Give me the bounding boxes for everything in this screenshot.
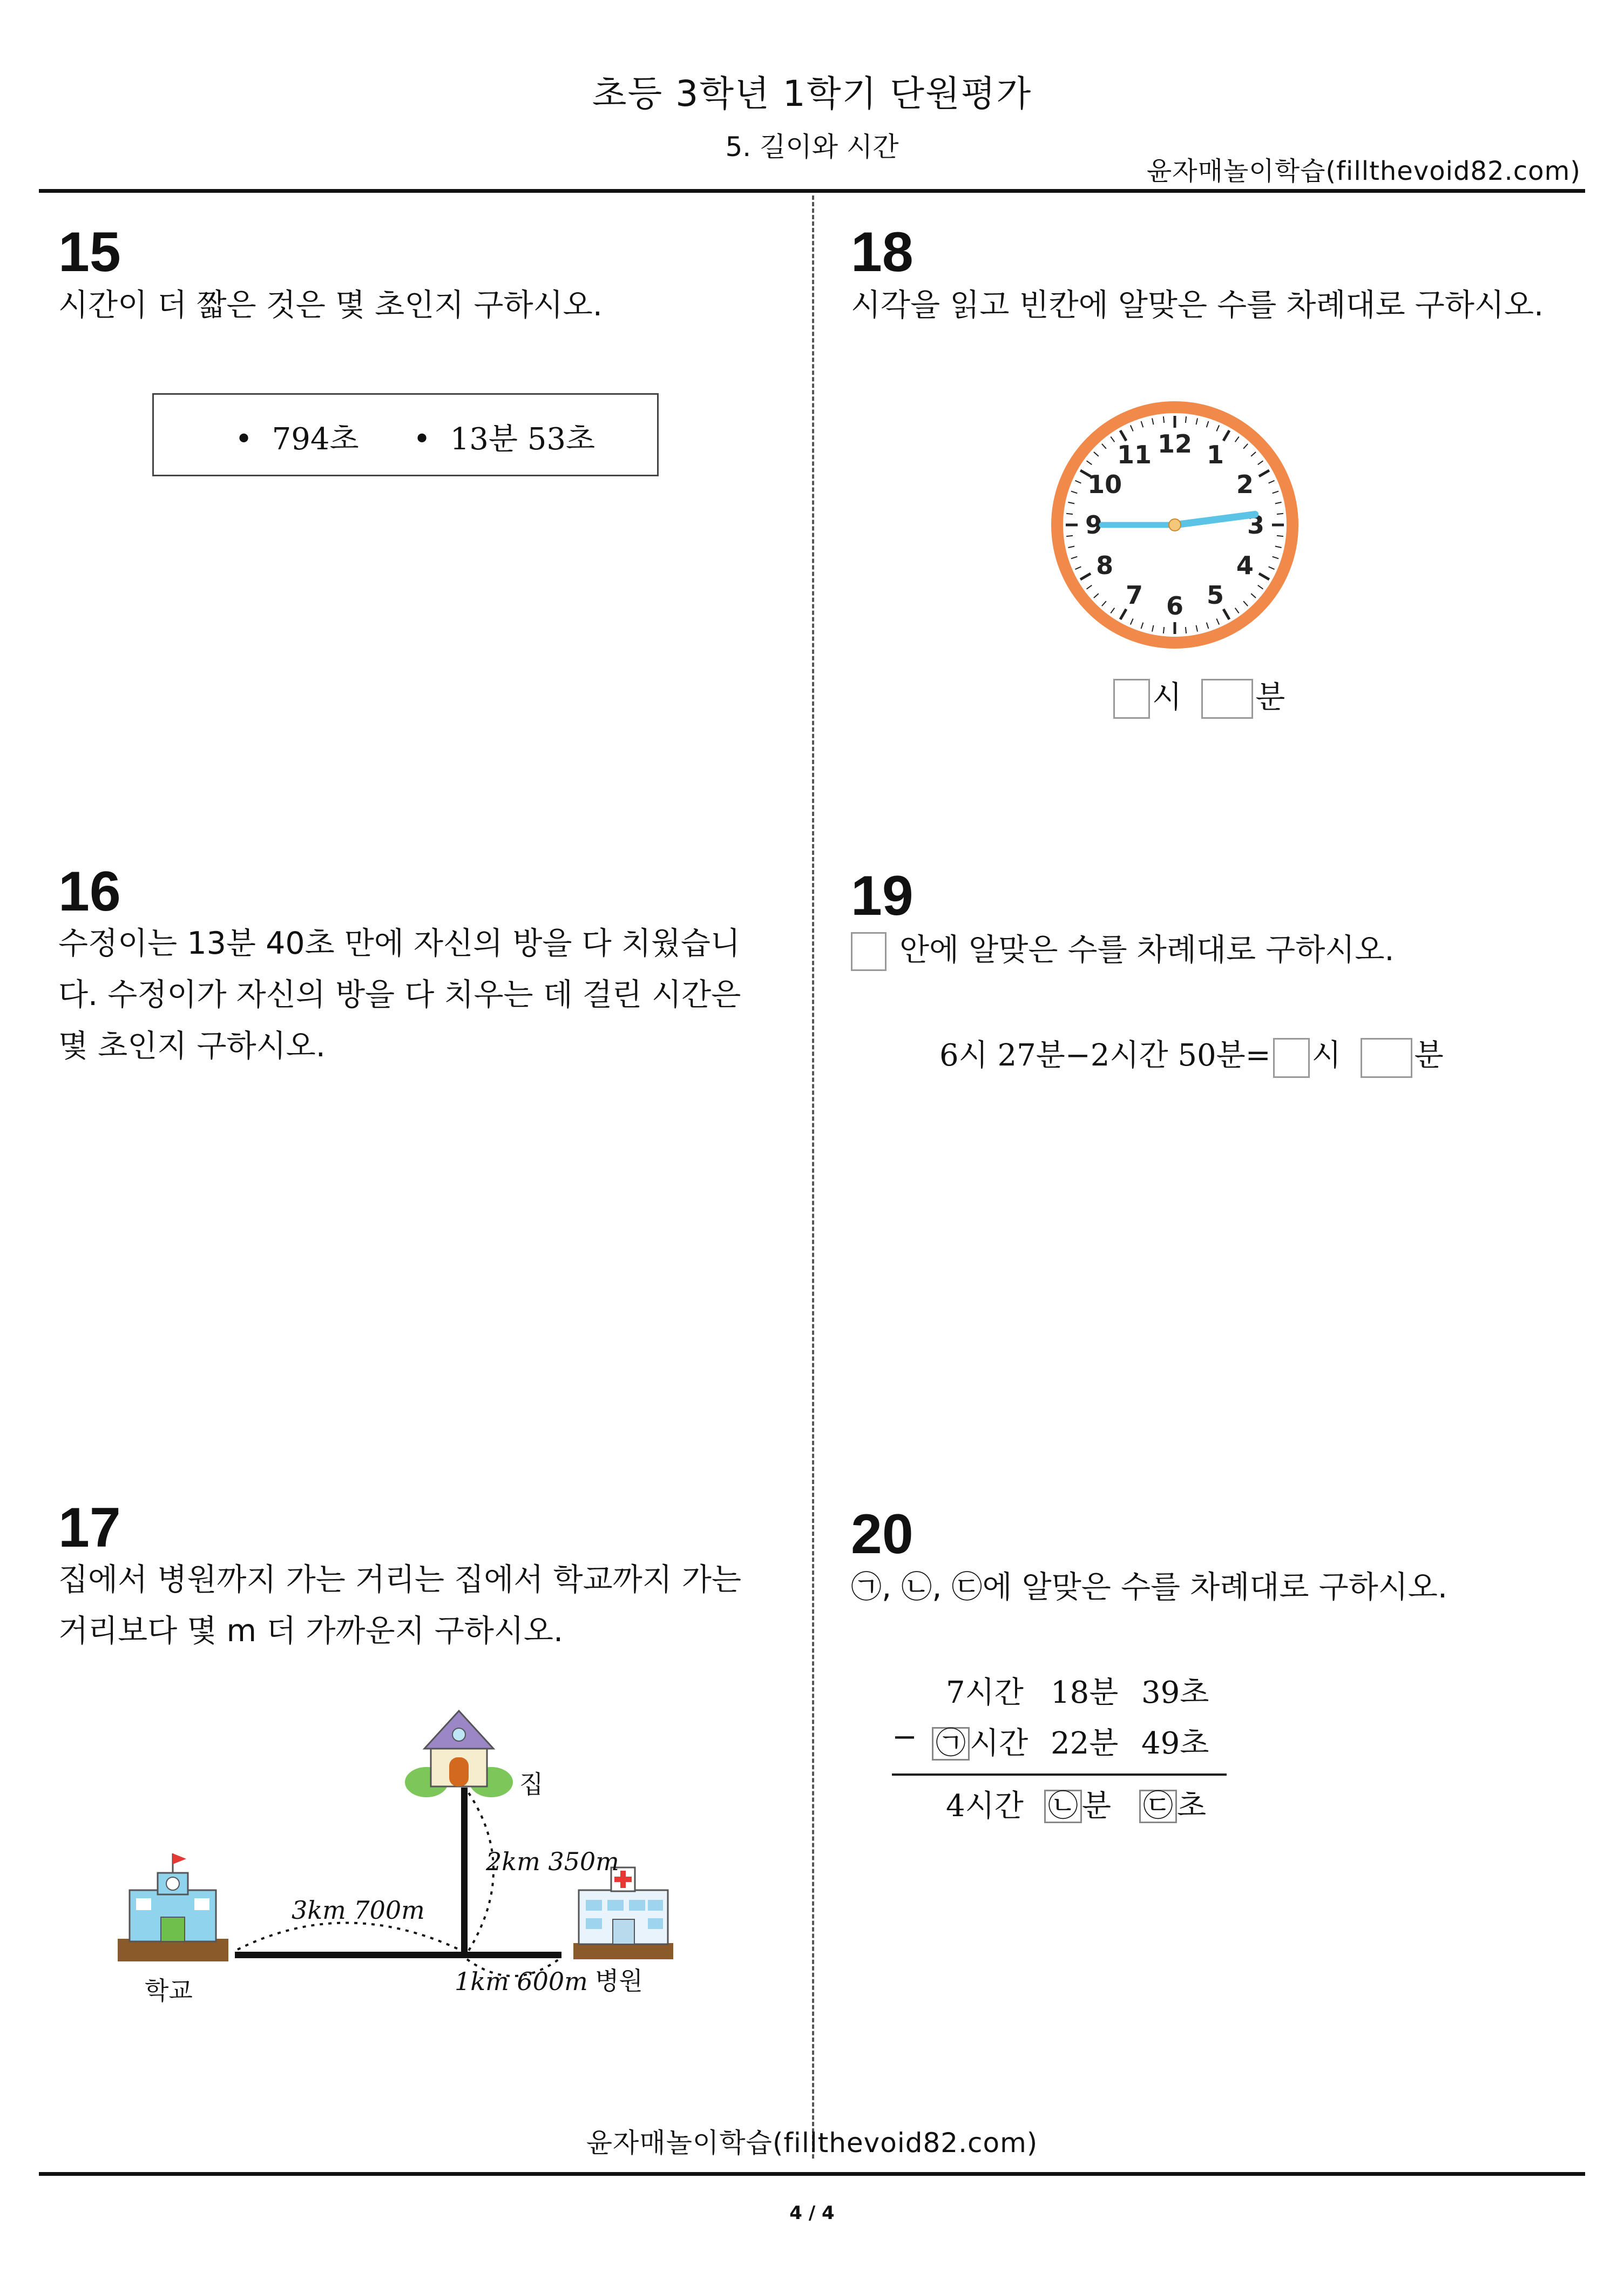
clock-number: 3 bbox=[1247, 510, 1265, 540]
question-16-line-1: 수정이는 13분 40초 만에 자신의 방을 다 치웠습니 bbox=[58, 926, 741, 961]
clock-number: 12 bbox=[1157, 429, 1193, 458]
page-number: 4 / 4 bbox=[789, 2202, 835, 2224]
clock-number: 1 bbox=[1206, 440, 1224, 470]
question-15-option-1: • 794초 bbox=[235, 422, 359, 457]
column-divider bbox=[812, 195, 814, 2159]
question-18-number: 18 bbox=[851, 221, 914, 284]
q20-row-1-minutes: 18분 bbox=[1051, 1675, 1119, 1710]
arc-school-distance bbox=[238, 1923, 462, 1951]
question-15-number: 15 bbox=[58, 221, 121, 284]
inline-blank-box bbox=[851, 932, 887, 971]
mark-c-box[interactable]: ㉢ bbox=[1139, 1790, 1177, 1823]
clock-number: 2 bbox=[1236, 470, 1254, 499]
school-icon bbox=[118, 1853, 228, 1961]
question-16-line-2: 다. 수정이가 자신의 방을 다 치우는 데 걸린 시간은 bbox=[58, 977, 741, 1013]
question-17-number: 17 bbox=[58, 1496, 121, 1559]
clock-number: 10 bbox=[1087, 470, 1122, 499]
clock-tick bbox=[1163, 416, 1164, 423]
distance-hospital-label: 1km 600m bbox=[455, 1967, 588, 1996]
clock-number: 6 bbox=[1166, 591, 1184, 621]
question-15-text: 시간이 더 짧은 것은 몇 초인지 구하시오. bbox=[58, 287, 603, 323]
clock-number: 4 bbox=[1236, 551, 1254, 580]
q20-minus-sign: − bbox=[892, 1719, 917, 1755]
q20-row-3-minutes: ㉡ 분 bbox=[1044, 1782, 1111, 1825]
q20-row-2-hours: ㉠ 시간 bbox=[932, 1719, 1028, 1763]
question-18-answer: 시 분 bbox=[1111, 672, 1285, 723]
q20-row-3-seconds: ㉢ 초 bbox=[1139, 1782, 1206, 1825]
clock-tick bbox=[1163, 627, 1164, 633]
mark-a-box[interactable]: ㉠ bbox=[932, 1727, 970, 1761]
question-19-expression: 6시 27분−2시간 50분= 시 분 bbox=[939, 1031, 1444, 1078]
question-20-number: 20 bbox=[851, 1503, 914, 1566]
page-title: 초등 3학년 1학기 단원평가 bbox=[592, 73, 1032, 114]
q20-row-1-hours: 7시간 bbox=[946, 1675, 1024, 1710]
answer-box-minute[interactable] bbox=[1201, 679, 1253, 719]
site-credit-footer: 윤자매놀이학습(fillthevoid82.com) bbox=[586, 2127, 1038, 2159]
house-icon bbox=[405, 1711, 513, 1797]
page-subtitle: 5. 길이와 시간 bbox=[725, 131, 899, 163]
question-20-text: ㉠, ㉡, ㉢에 알맞은 수를 차례대로 구하시오. bbox=[851, 1569, 1447, 1605]
clock-number: 7 bbox=[1125, 580, 1143, 610]
clock-center bbox=[1169, 519, 1181, 531]
question-17-line-2: 거리보다 몇 m 더 가까운지 구하시오. bbox=[58, 1613, 564, 1649]
q20-row-3-hours: 4시간 bbox=[946, 1789, 1024, 1824]
question-19-text-row bbox=[849, 925, 1395, 976]
header-rule bbox=[39, 189, 1585, 193]
footer-rule bbox=[39, 2172, 1585, 2176]
distance-home-label: 2km 350m bbox=[486, 1847, 619, 1876]
clock-number: 5 bbox=[1206, 580, 1224, 610]
analog-clock bbox=[1048, 399, 1301, 651]
answer-box-hour-19[interactable] bbox=[1273, 1038, 1310, 1078]
answer-box-hour[interactable] bbox=[1113, 679, 1150, 719]
question-18-text: 시각을 읽고 빈칸에 알맞은 수를 차례대로 구하시오. bbox=[851, 287, 1544, 323]
question-19-text: 안에 알맞은 수를 차례대로 구하시오. bbox=[899, 932, 1395, 968]
q20-row-1-seconds: 39초 bbox=[1141, 1675, 1209, 1710]
question-19-number: 19 bbox=[851, 865, 914, 927]
mark-b-box[interactable]: ㉡ bbox=[1044, 1790, 1082, 1823]
clock-number: 11 bbox=[1116, 440, 1152, 470]
clock-number: 9 bbox=[1085, 510, 1103, 540]
hospital-icon bbox=[573, 1867, 673, 1959]
site-credit-top: 윤자매놀이학습(fillthevoid82.com) bbox=[1146, 156, 1581, 186]
clock-number: 8 bbox=[1096, 551, 1114, 580]
answer-box-minute-19[interactable] bbox=[1361, 1038, 1412, 1078]
school-label: 학교 bbox=[145, 1976, 193, 2005]
question-17-line-1: 집에서 병원까지 가는 거리는 집에서 학교까지 가는 bbox=[58, 1562, 742, 1597]
q20-row-2-seconds: 49초 bbox=[1141, 1726, 1209, 1761]
question-15-box bbox=[152, 393, 659, 476]
q20-row-2-minutes: 22분 bbox=[1051, 1726, 1119, 1761]
home-label: 집 bbox=[519, 1770, 544, 1799]
question-15-option-2: • 13분 53초 bbox=[413, 422, 596, 457]
question-16-number: 16 bbox=[58, 860, 121, 923]
q20-sum-line bbox=[892, 1773, 1227, 1776]
hospital-label: 병원 bbox=[595, 1966, 643, 1995]
distance-school-label: 3km 700m bbox=[292, 1896, 425, 1925]
question-16-line-3: 몇 초인지 구하시오. bbox=[58, 1028, 326, 1064]
